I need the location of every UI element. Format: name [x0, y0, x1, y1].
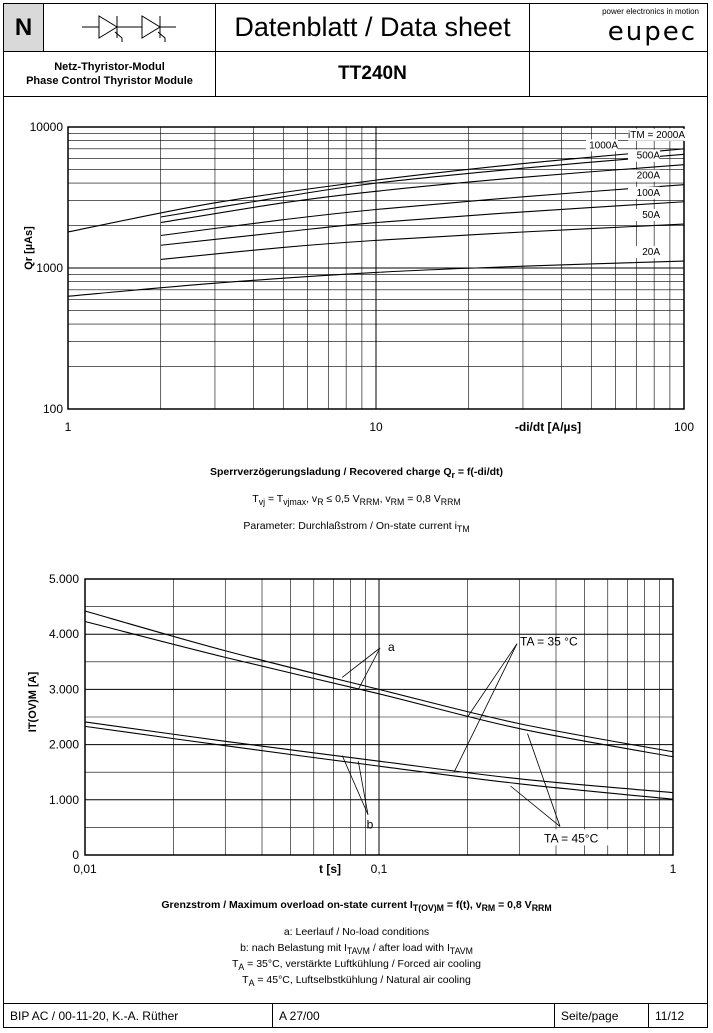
model-number: TT240N [215, 51, 530, 97]
y-tick-label: 100 [42, 402, 63, 416]
annotation-ta45: TA = 45°C [544, 831, 599, 846]
header-letter: N [3, 3, 44, 52]
legend-b: b: nach Belastung mit $I_{TAVM}$ / after load with $I_{TAVM}$ [240, 942, 473, 957]
x-axis-label: -di/dt [A/µs] [514, 420, 582, 434]
chart1-caption: Sperrverzögerungsladung / Recovered charge $Q_r = f(-di/dt)$ [209, 466, 504, 481]
y-axis-label: Qr [µAs] [23, 226, 35, 270]
x-tick-label: 0,1 [370, 862, 388, 876]
annotation-leader-b [358, 761, 368, 814]
series-label-5: 50A [642, 210, 660, 222]
x-axis-label: t [s] [319, 862, 341, 876]
series-line-1 [161, 154, 684, 217]
overload-current-chart [0, 565, 713, 890]
series-label-1: 1000A [589, 140, 618, 152]
y-tick-label: 3.000 [48, 682, 79, 697]
legend-d: $T_A = 45^\circ C$, Luftselbstkühlung / Natural air cooling [242, 974, 471, 989]
x-tick-label: 100 [673, 420, 695, 434]
footer-page-label: Seite/page [554, 1003, 649, 1028]
series-label-6: 20A [642, 247, 660, 259]
module-type-de: Netz-Thyristor-Modul [54, 61, 165, 73]
annotation-leader-ta35 [468, 644, 517, 717]
footer-doc: A 27/00 [272, 1003, 555, 1028]
annotation-leader-a [358, 648, 380, 689]
x-tick-label: 10 [369, 420, 383, 434]
series-label-3: 200A [636, 170, 660, 182]
x-tick-label: 1 [669, 862, 677, 876]
series-line-2 [161, 165, 684, 223]
y-tick-label: 5.000 [48, 572, 79, 586]
page-title: Datenblatt / Data sheet [215, 3, 530, 52]
y-tick-label: 10000 [29, 120, 63, 134]
recovered-charge-chart [0, 110, 713, 440]
series-label-2: 500A [636, 150, 660, 162]
annotation-ta35: TA = 35 °C [520, 634, 578, 649]
header-blank-cell [529, 51, 708, 97]
annotation-leader-a [342, 648, 380, 677]
chart2-caption: Grenzstrom / Maximum overload on-state current $I_{T(OV)M} = f(t)$, $v_{RM} = 0,8$ $V_{RRM}$ [161, 899, 552, 914]
x-tick-label: 0,01 [73, 862, 97, 876]
legend-c: $T_A = 35^\circ C$, verstärkte Luftkühlung / Forced air cooling [231, 958, 482, 973]
y-tick-label: 2.000 [48, 737, 79, 752]
y-tick-label: 4.000 [48, 627, 79, 642]
annotation-leader-ta35 [454, 644, 517, 772]
brand-tagline: power electronics in motion [602, 7, 699, 16]
module-type-en: Phase Control Thyristor Module [26, 75, 193, 87]
footer-author: BIP AC / 00-11-20, K.-A. Rüther [3, 1003, 273, 1028]
series-line-5 [161, 224, 684, 259]
annotation-b: b [366, 817, 374, 832]
module-type [3, 51, 216, 97]
y-tick-label: 1000 [36, 261, 63, 275]
chart1-parameter: Parameter: Durchlaßstrom / On-state current $i_{TM}$ [243, 520, 470, 535]
legend-a: a: Leerlauf / No-load conditions [283, 926, 430, 938]
brand-name: eupec [607, 17, 697, 47]
chart1-conditions: $T_{vj} = T_{vjmax}$, $v_R \le 0,5$ $V_{RRM}$, $v_{RM} = 0,8$ $V_{RRM}$ [252, 493, 461, 508]
annotation-a: a [388, 640, 395, 654]
y-axis-label: IT(OV)M [A] [27, 671, 39, 733]
y-tick-label: 1.000 [48, 792, 79, 807]
series-label-0: iTM = 2000A [628, 129, 685, 141]
series-line-4 [161, 202, 684, 245]
brand-logo [529, 3, 708, 52]
x-tick-label: 1 [64, 420, 72, 434]
footer-page-number: 11/12 [648, 1003, 708, 1028]
thyristor-symbol-icon [43, 3, 216, 52]
y-tick-label: 0 [72, 848, 79, 862]
series-label-4: 100A [636, 187, 660, 199]
